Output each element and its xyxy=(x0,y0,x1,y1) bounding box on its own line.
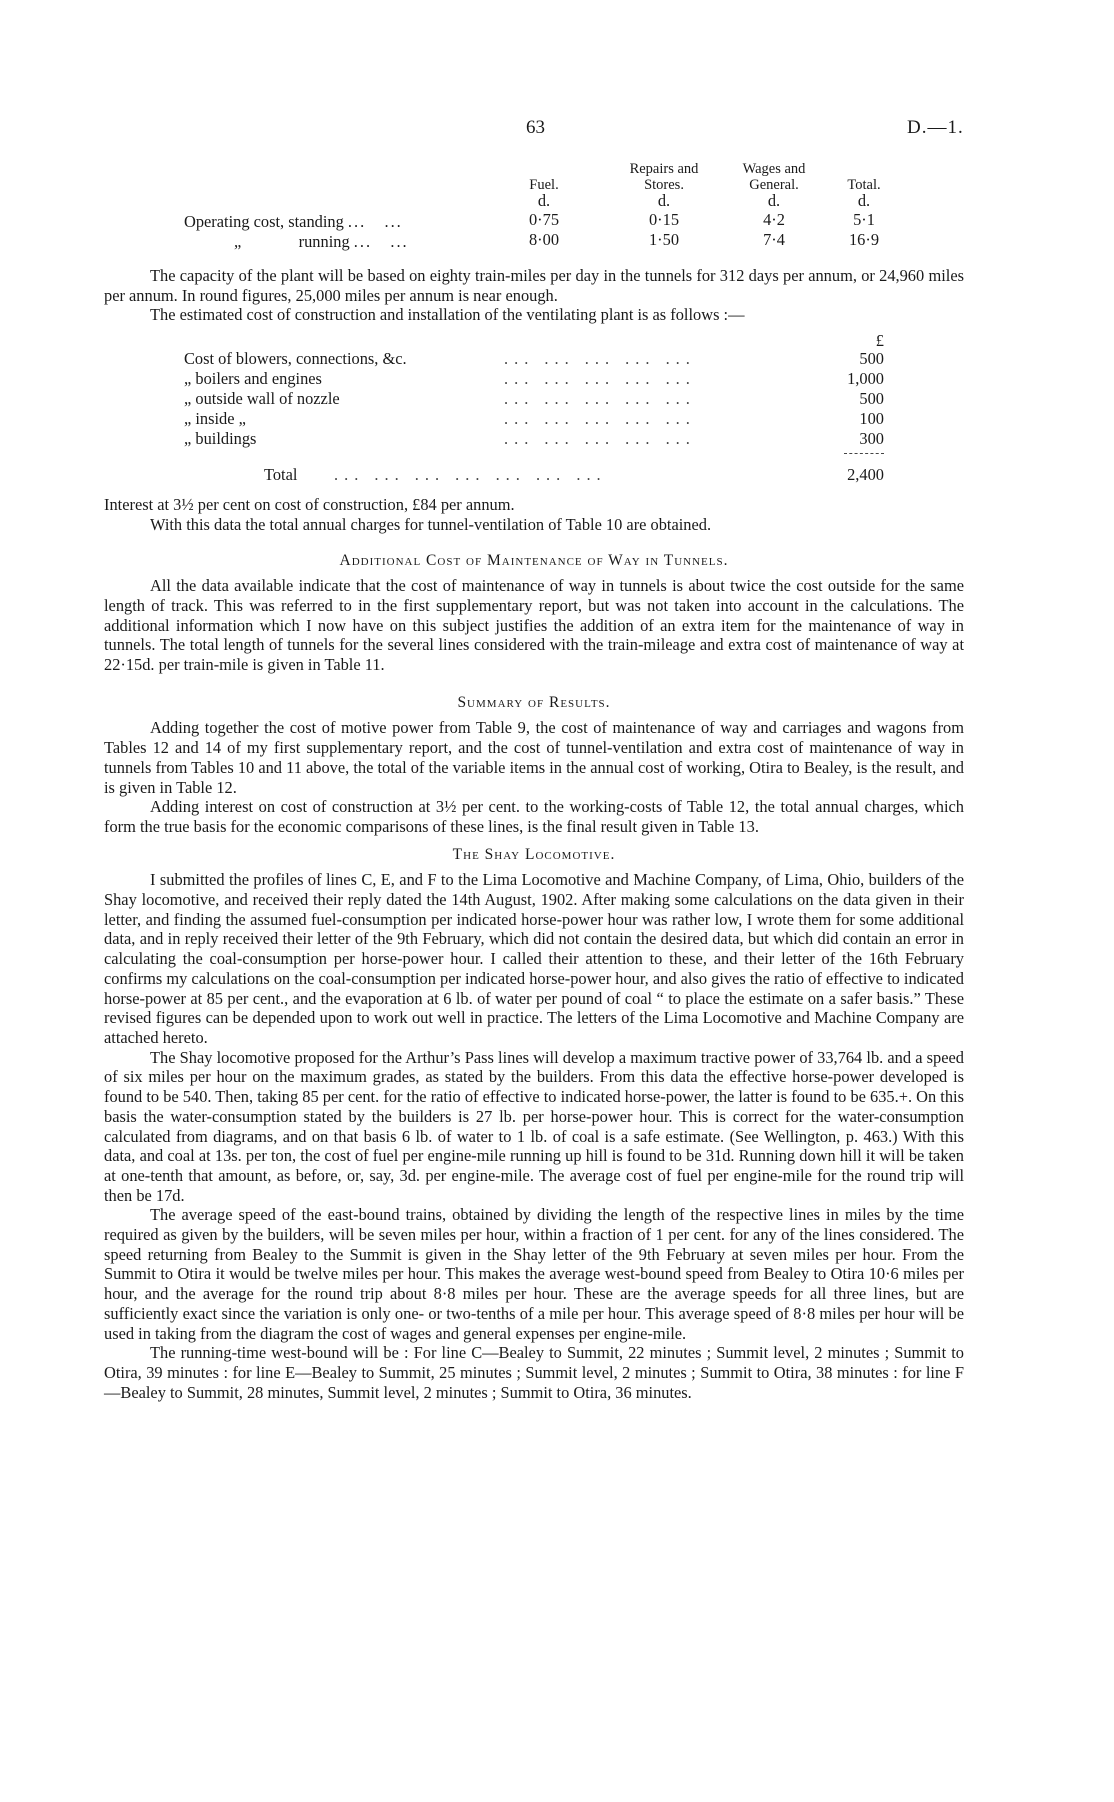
construction-cost-list xyxy=(104,331,964,509)
col-header-fuel: Fuel. xyxy=(529,177,559,193)
row-label-standing: Operating cost, standing ... ... xyxy=(184,212,403,231)
cost-item-value: 300 xyxy=(859,429,884,449)
interest-line: Interest at 3½ per cent on cost of construction, £84 per annum. xyxy=(104,495,515,515)
page-number: 63 xyxy=(526,117,545,138)
heading-maintenance: Additional Cost of Maintenance of Way in Tunnels. xyxy=(339,551,729,569)
cost-item-row: „ inside „ ... ... ... ... ... 100 xyxy=(184,409,884,429)
cost-item-value: 500 xyxy=(859,349,884,369)
col-header-wages: Wages and General. xyxy=(742,161,806,193)
cost-item-row: „ buildings ... ... ... ... ... 300 xyxy=(184,429,884,449)
paragraph-shay-4: The running-time west-bound will be : For line C—Bealey to Summit, 22 minutes ; Summit level, 2 minutes ; Summit to Otira, 39 minutes : for line E—Bealey to Summit, 25 minutes ; Summit level, 2 minutes ; Summit to Otira, 38 minutes : for line F—Bealey to Summit, 28 minutes, Summit level, 2 minutes ; Summit to Otira, 36 minutes. xyxy=(104,1343,964,1402)
cell-running-wages: 7·4 xyxy=(763,230,785,249)
unit-fuel: d. xyxy=(537,191,551,210)
document-reference: D.—1. xyxy=(907,117,964,138)
paragraph-shay-1: I submitted the profiles of lines C, E, and F to the Lima Locomotive and Machine Company, of Lima, Ohio, builders of the Shay locomotive, and received their reply dated the 14th August, 1902. After making some calculations on the data given in their letter, and finding the assumed fuel-consumption per indicated horse-power hour was rather low, I wrote them for some additional data, and in reply received their letter of the 9th February, which did not contain the desired data, but which did contain an error in calculating the coal-consumption per horse-power hour. I called their attention to these, and their letter of the 16th February confirms my calculations on the coal-consumption per indicated horse-power hour, and also gives the ratio of effective to indicated horse-power at 85 per cent., and the evaporation at 6 lb. of water per pound of coal “ to place the estimate on a safer basis.” These revised figures can be depended upon to work out well in practice. The letters of the Lima Locomotive and Machine Company are attached hereto. xyxy=(104,870,964,1047)
cost-item-row: „ boilers and engines ... ... ... ... ... 1,000 xyxy=(184,369,884,389)
page-body xyxy=(104,161,964,1402)
cost-total-row: Total ... ... ... ... ... ... ... 2,400 xyxy=(264,465,884,485)
cell-running-fuel: 8·00 xyxy=(528,230,560,249)
heading-summary: Summary of Results. xyxy=(457,693,611,711)
paragraph-capacity: The capacity of the plant will be based on eighty train-miles per day in the tunnels for 312 days per annum, or 24,960 miles per annum. In round figures, 25,000 miles per annum is near enough. xyxy=(104,266,964,305)
unit-total: d. xyxy=(857,191,871,210)
paragraph-summary-2: Adding interest on cost of construction at 3½ per cent. to the working-costs of Table 12, the total annual charges, which form the true basis for the economic comparisons of these lines, is the final result given in Table 13. xyxy=(104,797,964,836)
cost-item-name: „ buildings xyxy=(184,429,257,449)
operating-cost-table xyxy=(104,161,964,262)
row-label-running: „ running ... ... xyxy=(234,232,409,251)
cell-standing-total: 5·1 xyxy=(853,210,875,229)
cost-item-row: „ outside wall of nozzle ... ... ... ... ... 500 xyxy=(184,389,884,409)
unit-wages: d. xyxy=(767,191,781,210)
cost-item-name: Cost of blowers, connections, &c. xyxy=(184,349,407,369)
currency-symbol: £ xyxy=(875,331,884,351)
cost-item-value: 100 xyxy=(859,409,884,429)
paragraph-shay-2: The Shay locomotive proposed for the Arthur’s Pass lines will develop a maximum tractive power of 33,764 lb. and a speed of six miles per hour on the maximum grades, as stated by the builders. From this data the effective horse-power developed is found to be 540. Then, taking 85 per cent. for the ratio of effective to indicated horse-power, the latter is found to be 635.+. On this basis the water-consumption stated by the builders is 27 lb. per horse-power hour. This is correct for the water-consumption calculated from diagrams, and on that basis 6 lb. of water to 1 lb. of coal is a safe estimate. (See Wellington, p. 463.) With this data, and coal at 13s. per ton, the cost of fuel per engine-mile running up hill is found to be 31d. Running down hill it will be taken at one-tenth that amount, as before, or, say, 3d. per engine-mile. The average cost of fuel per engine-mile for the round trip will then be 17d. xyxy=(104,1047,964,1205)
cost-item-name: „ inside „ xyxy=(184,409,246,429)
cell-standing-repairs: 0·15 xyxy=(648,210,680,229)
cell-standing-fuel: 0·75 xyxy=(528,210,560,229)
cost-total-label: Total xyxy=(264,465,298,485)
cost-item-name: „ boilers and engines xyxy=(184,369,322,389)
total-rule xyxy=(844,453,884,454)
cost-item-value: 500 xyxy=(859,389,884,409)
cell-running-total: 16·9 xyxy=(848,230,880,249)
paragraph-with-this-data: With this data the total annual charges for tunnel-ventilation of Table 10 are obtained. xyxy=(150,514,712,534)
cost-item-name: „ outside wall of nozzle xyxy=(184,389,340,409)
cost-item-value: 1,000 xyxy=(847,369,884,389)
paragraph-summary-1: Adding together the cost of motive power from Table 9, the cost of maintenance of way and carriages and wagons from Tables 12 and 14 of my first supplementary report, and the cost of tunnel-ventilation and extra cost of maintenance of way in tunnels from Tables 10 and 11 above, the total of the variable items in the annual cost of working, Otira to Bealey, is the result, and is given in Table 12. xyxy=(104,718,964,797)
heading-shay-locomotive: The Shay Locomotive. xyxy=(452,845,616,863)
col-header-total: Total. xyxy=(847,177,881,193)
cost-item-row: Cost of blowers, connections, &c. ... ... ... ... ... 500 xyxy=(184,349,884,369)
paragraph-shay-3: The average speed of the east-bound trains, obtained by dividing the length of the respective lines in miles by the time required as given by the builders, will be seven miles per hour, within a fraction of 1 per cent. for any of the lines considered. The speed returning from Bealey to the Summit is given in the Shay letter of the 9th February at seven miles per hour. From the Summit to Otira it would be twelve miles per hour. This makes the average west-bound speed from Bealey to Otira 10·6 miles per hour, and the average for the round trip about 8·8 miles per hour. These are the average speeds for all three lines, but are sufficiently exact since the variation is only one- or two-tenths of a mile per hour. This average speed of 8·8 miles per hour will be used in taking from the diagram the cost of wages and general expenses per engine-mile. xyxy=(104,1205,964,1343)
cell-running-repairs: 1·50 xyxy=(648,230,680,249)
cell-standing-wages: 4·2 xyxy=(763,210,785,229)
col-header-repairs: Repairs and Stores. xyxy=(629,161,699,193)
paragraph-estimated-cost: The estimated cost of construction and installation of the ventilating plant is as follows :— xyxy=(150,305,745,325)
cost-total-value: 2,400 xyxy=(847,465,884,485)
paragraph-maintenance: All the data available indicate that the cost of maintenance of way in tunnels is about twice the cost outside for the same length of track. This was referred to in the first supplementary report, but was not taken into account in the calculations. The additional information which I now have on this subject justifies the addition of an extra item for the maintenance of way in tunnels. The total length of tunnels for the several lines considered with the train-mileage and extra cost of maintenance of way at 22·15d. per train-mile is given in Table 11. xyxy=(104,576,964,675)
unit-repairs: d. xyxy=(657,191,671,210)
page-header xyxy=(0,118,1114,142)
